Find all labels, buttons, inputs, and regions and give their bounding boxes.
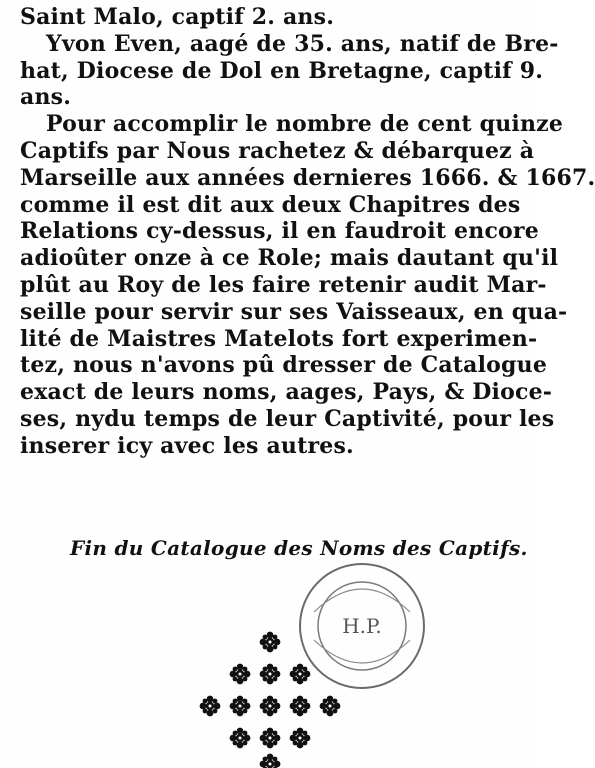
text-line: lité de Maistres Matelots fort experimen- xyxy=(20,325,538,352)
text-line: inserer icy avec les autres. xyxy=(20,432,354,459)
text-line: tez, nous n'avons pû dresser de Catalogue xyxy=(20,352,548,379)
text-line: Captifs par Nous rachetez & débarquez à xyxy=(20,137,535,164)
text-line: exact de leurs noms, aages, Pays, & Dioce- xyxy=(20,379,553,406)
text-line: Pour accomplir le nombre de cent quinze xyxy=(46,111,564,138)
text-line: comme il est dit aux deux Chapitres des xyxy=(20,191,521,218)
text-line: ses, nydu temps de leur Captivité, pour les xyxy=(20,405,555,432)
stamp-text: H.P. xyxy=(342,614,382,638)
text-line: plût au Roy de les faire retenir audit Mar- xyxy=(20,271,547,298)
text-line: Yvon Even, aagé de 35. ans, natif de Bre- xyxy=(46,30,559,57)
text-line: Saint Malo, captif 2. ans. xyxy=(20,4,335,30)
closing-line: Fin du Catalogue des Noms des Captifs. xyxy=(70,536,528,560)
body-text xyxy=(20,4,595,460)
text-line: Marseille aux années dernieres 1666. & 1667. xyxy=(20,164,595,191)
text-line: ans. xyxy=(20,84,72,111)
fleuron-ornament xyxy=(170,624,370,768)
text-line: hat, Diocese de Dol en Bretagne, captif 9. xyxy=(20,57,544,84)
text-line: adioûter onze à ce Role; mais dautant qu'il xyxy=(20,245,559,272)
text-line: Relations cy-dessus, il en faudroit encore xyxy=(20,218,539,245)
text-line: seille pour servir sur ses Vaisseaux, en qua- xyxy=(20,298,568,325)
